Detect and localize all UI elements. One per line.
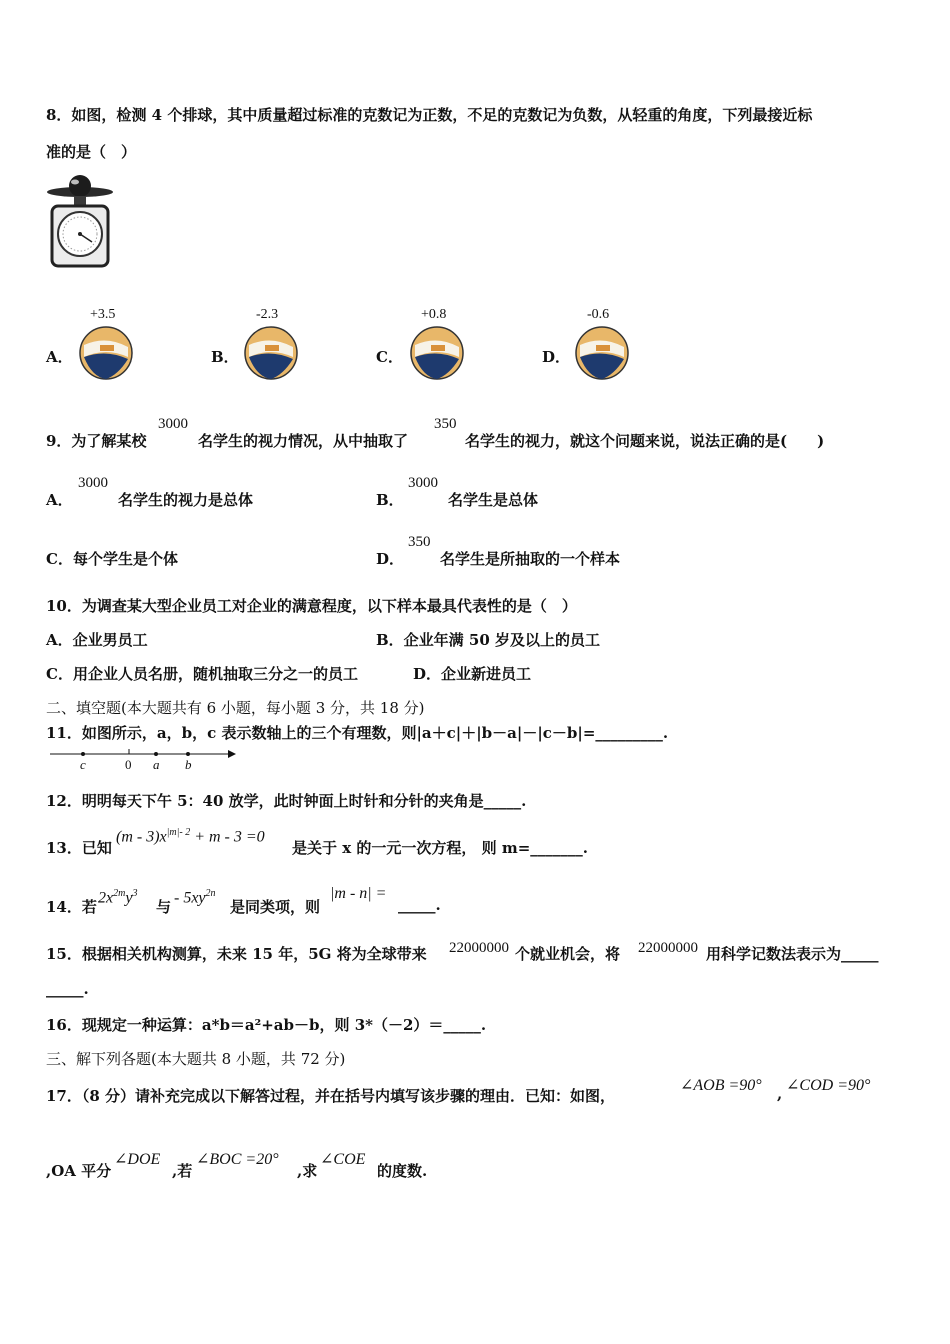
scale-image [44, 174, 116, 270]
q9-option-b-num: 3000 [408, 475, 438, 491]
q17-aob: ∠AOB =90° [680, 1077, 762, 1094]
q14-term1 [98, 888, 137, 907]
volleyball-icon [574, 325, 630, 381]
q15-stem-b: 个就业机会，将 [515, 945, 621, 963]
q11-stem: 11．如图所示，a，b，c 表示数轴上的三个有理数，则|a＋c|＋|b－a|－|c－b|=_________. [46, 724, 669, 742]
q8-option-b-label: B． [211, 348, 239, 366]
q17-boc: ∠BOC =20° [196, 1151, 279, 1168]
q14-term2-base: - 5xy [174, 889, 206, 907]
q9-option-d-label: D． [376, 550, 405, 568]
q9-option-b-text: 名学生是总体 [448, 491, 539, 509]
q14-blank: _____. [398, 896, 441, 914]
q14-term1-exp: 2m [113, 888, 126, 899]
q13-rest: 是关于 x 的一元一次方程， 则 m=_______. [292, 839, 588, 857]
q12-stem: 12．明明每天下午 5：40 放学，此时钟面上时针和分针的夹角是_____. [46, 792, 527, 810]
q16-stem: 16．现规定一种运算：a*b＝a²+ab－b，则 3*（－2）＝_____. [46, 1016, 487, 1034]
q14-label: 14．若 [46, 898, 97, 916]
number-line [48, 746, 238, 774]
q9-stem-b: 名学生的视力情况，从中抽取了 [198, 432, 409, 450]
q15-line2: _____. [46, 980, 89, 998]
q9-option-a-text: 名学生的视力是总体 [118, 491, 254, 509]
volleyball-icon [243, 325, 299, 381]
q17-stem-d: ,求 [297, 1162, 318, 1180]
q14-term1-y: y [125, 889, 133, 907]
q14-term2-exp: 2n [205, 888, 216, 899]
number-line-label-c: c [80, 757, 86, 772]
q14-abs: |m - n| = [330, 885, 387, 902]
q13-formula-base: (m - 3)x [116, 828, 167, 846]
q17-doe: ∠DOE [114, 1151, 161, 1168]
q15-stem-c: 用科学记数法表示为_____ [706, 945, 879, 963]
q8-option-d-value: -0.6 [587, 307, 610, 322]
q10-option-b: B．企业年满 50 岁及以上的员工 [376, 631, 600, 649]
number-line-label-a: a [153, 757, 160, 772]
q15-stem-a: 15．根据相关机构测算，未来 15 年，5G 将为全球带来 [46, 945, 427, 963]
q13-formula-exp: |m|- 2 [166, 827, 191, 838]
q10-option-d: D．企业新进员工 [413, 665, 532, 683]
volleyball-icon [409, 325, 465, 381]
q17-stem-c: ,若 [172, 1162, 193, 1180]
q9-stem-a: 9．为了解某校 [46, 432, 147, 450]
q17-comma: , [777, 1085, 783, 1103]
q8-option-c-label: C． [376, 348, 403, 366]
q8-option-c-value: +0.8 [421, 307, 447, 322]
section-2-heading: 二、填空题(本大题共有 6 小题，每小题 3 分，共 18 分) [46, 699, 425, 717]
q14-mid: 与 [156, 898, 172, 916]
q10-option-c: C．用企业人员名册，随机抽取三分之一的员工 [46, 665, 358, 683]
q15-n2: 22000000 [638, 940, 698, 956]
q8-option-a-value: +3.5 [90, 307, 116, 322]
q9-option-d-text: 名学生是所抽取的一个样本 [440, 550, 621, 568]
q13-formula-tail: + m - 3 =0 [190, 828, 265, 846]
q14-term2 [174, 888, 216, 907]
q9-n1: 3000 [158, 416, 188, 432]
q8-option-d-label: D． [542, 348, 571, 366]
q10-option-a: A．企业男员工 [46, 631, 148, 649]
q13-formula [116, 827, 265, 846]
q17-coe: ∠COE [320, 1151, 366, 1168]
q9-option-a-label: A． [46, 491, 73, 509]
q9-option-b-label: B． [376, 491, 404, 509]
q14-term1-yexp: 3 [132, 888, 138, 899]
q8-option-a-label: A． [46, 348, 73, 366]
q8-option-b-value: -2.3 [256, 307, 279, 322]
q17-stem-a: 17．（8 分）请补充完成以下解答过程，并在括号内填写该步骤的理由．已知：如图， [46, 1087, 616, 1105]
q9-option-c: C．每个学生是个体 [46, 550, 178, 568]
q9-option-d-num: 350 [408, 534, 431, 550]
q8-stem-line1: 8．如图，检测 4 个排球，其中质量超过标准的克数记为正数，不足的克数记为负数，从轻重的角度，下列最接近标 [46, 106, 813, 124]
q14-term1-base: 2x [98, 889, 114, 907]
q9-option-a-num: 3000 [78, 475, 108, 491]
q10-stem: 10．为调查某大型企业员工对企业的满意程度，以下样本最具代表性的是（ ） [46, 597, 577, 615]
q17-stem-e: 的度数. [377, 1162, 428, 1180]
q17-cod: ∠COD =90° [786, 1077, 871, 1094]
number-line-label-b: b [185, 757, 192, 772]
q13-label: 13．已知 [46, 839, 112, 857]
q9-stem-c: 名学生的视力，就这个问题来说，说法正确的是( ) [465, 432, 825, 450]
q9-n2: 350 [434, 416, 457, 432]
number-line-label-0: 0 [125, 757, 132, 772]
q14-rest: 是同类项，则 [230, 898, 321, 916]
q8-stem-line2: 准的是（ ） [46, 143, 137, 161]
q15-n1: 22000000 [449, 940, 509, 956]
q17-stem-b: ,OA 平分 [46, 1162, 112, 1180]
section-3-heading: 三、解下列各题(本大题共 8 小题，共 72 分) [46, 1050, 346, 1068]
volleyball-icon [78, 325, 134, 381]
